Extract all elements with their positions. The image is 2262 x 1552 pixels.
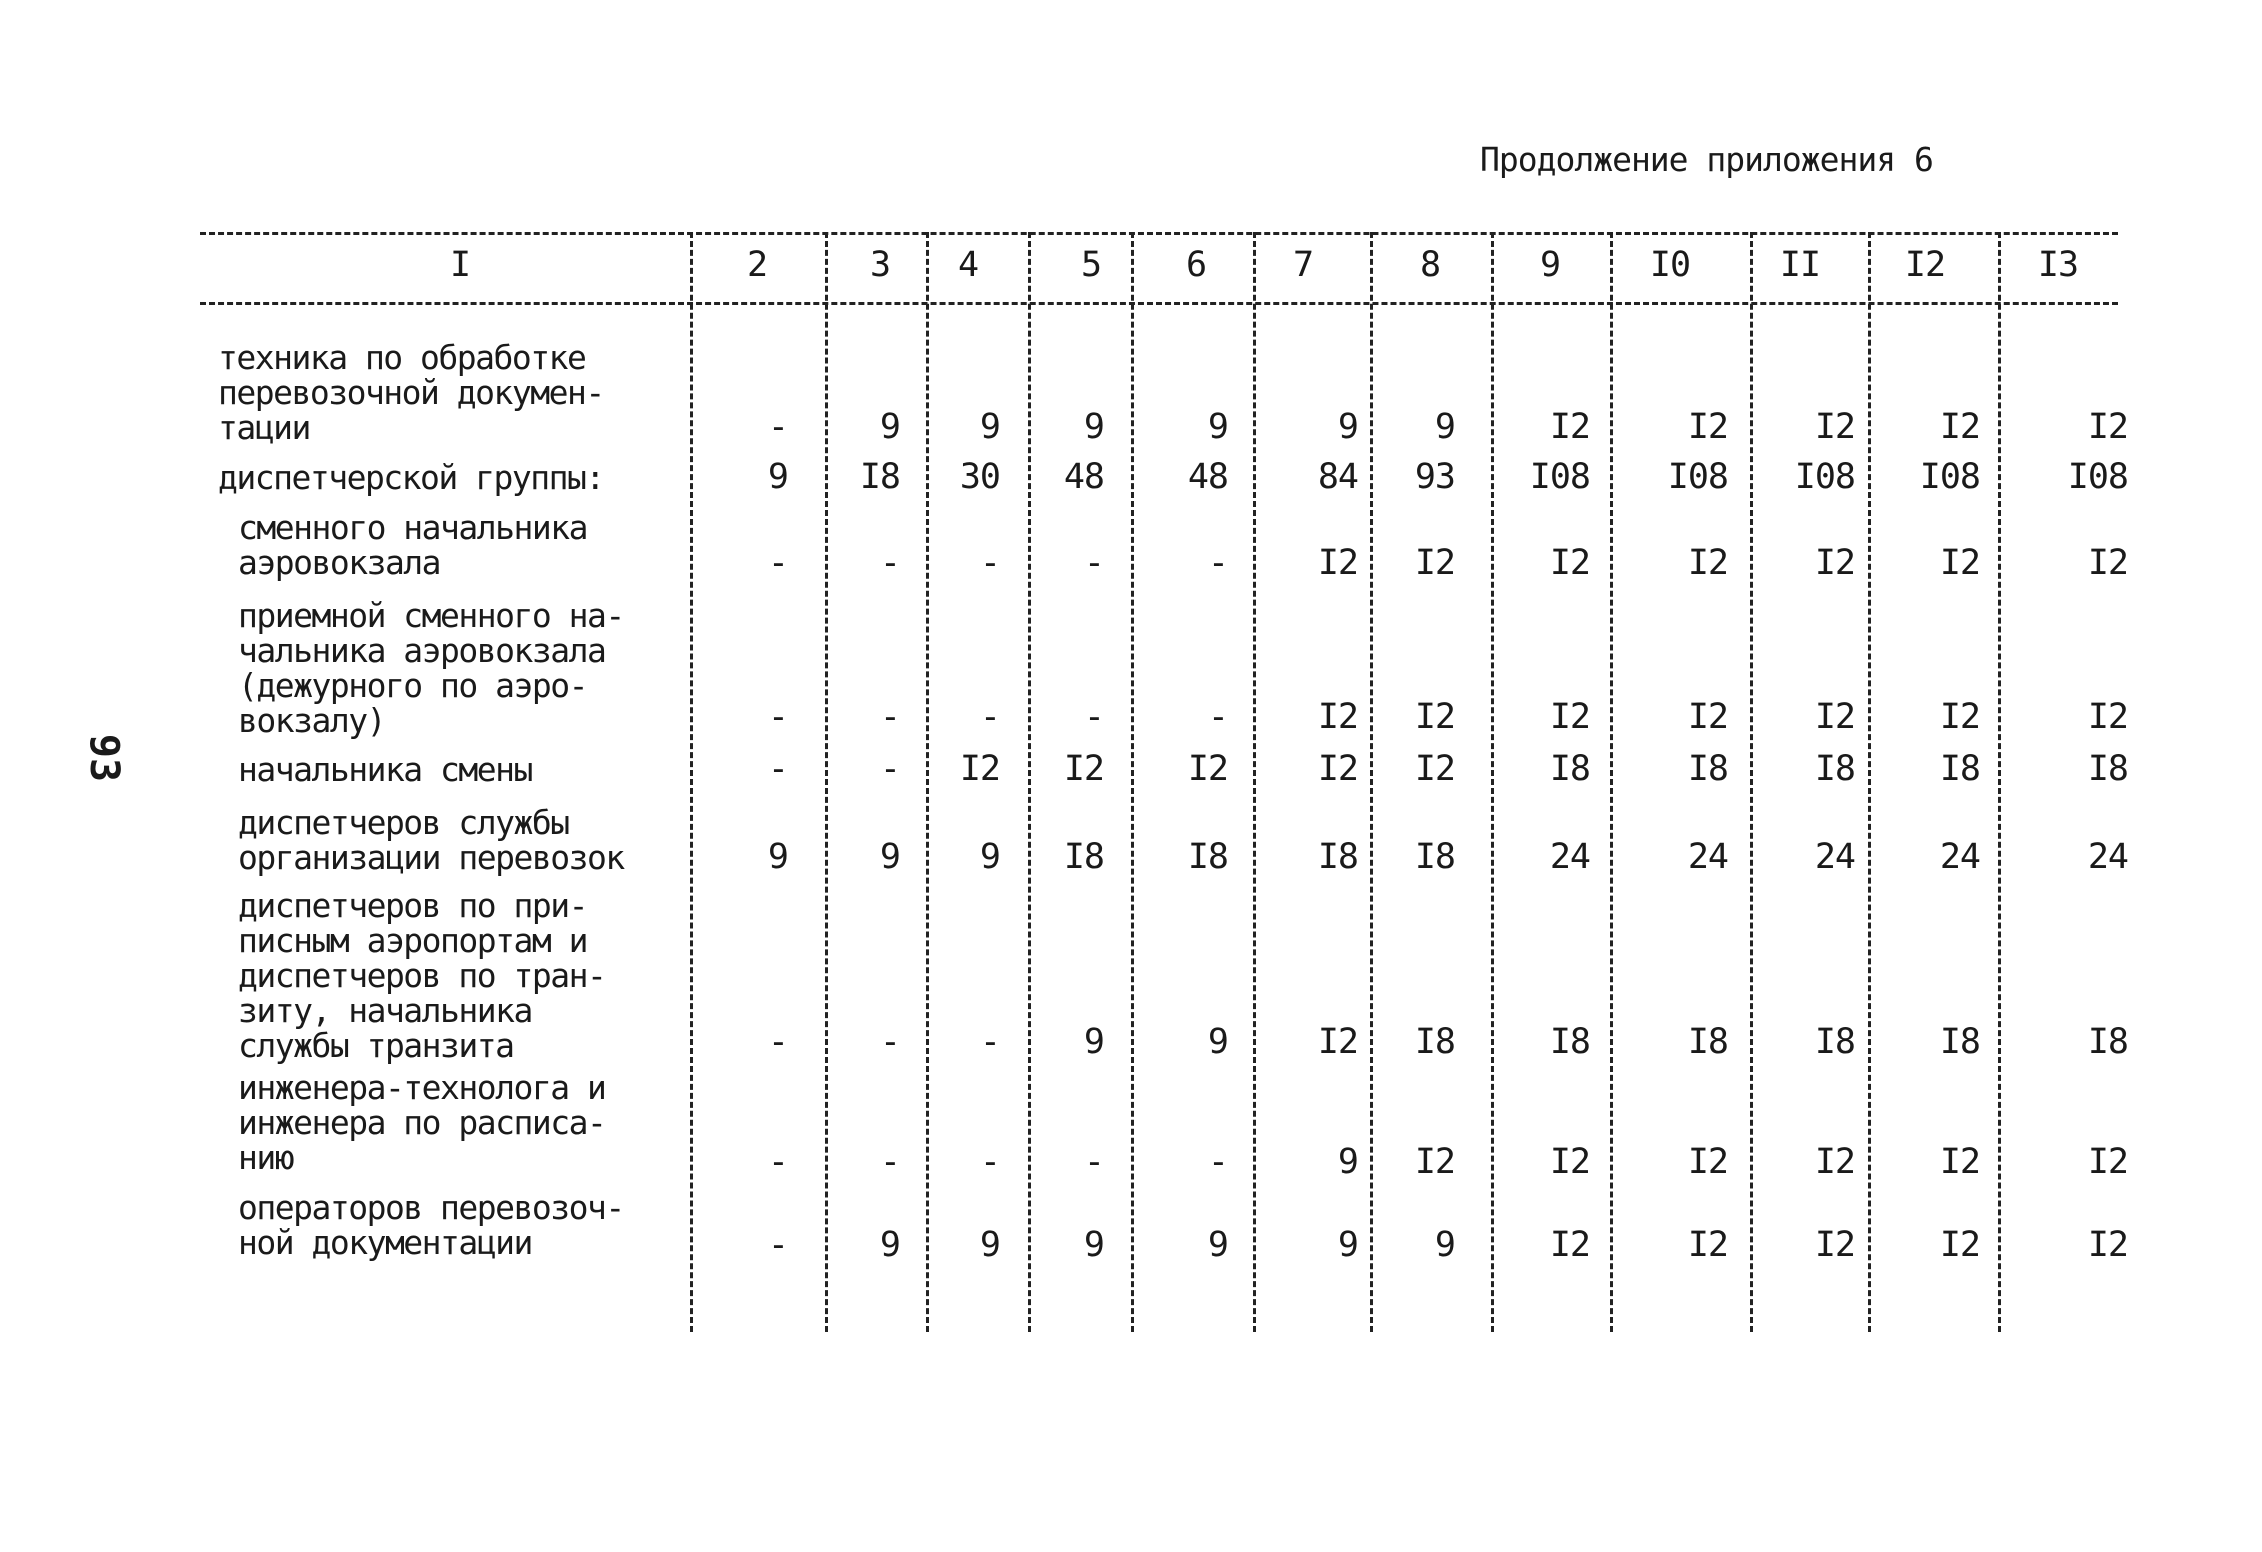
column-header: 7 xyxy=(1292,245,1314,285)
table-cell: 9 xyxy=(1337,1225,1358,1265)
table-cell: I2 xyxy=(1414,543,1455,583)
table-cell: I2 xyxy=(1687,697,1728,737)
table-cell: 9 xyxy=(767,457,788,497)
table-cell: I2 xyxy=(1414,697,1455,737)
table-cell: I2 xyxy=(2087,543,2128,583)
row-label: приемной сменного на- чальника аэровокзала (дежурного по аэро- вокзалу) xyxy=(238,596,624,740)
table-cell: - xyxy=(879,543,900,583)
table-cell: 84 xyxy=(1317,457,1358,497)
table-cell: - xyxy=(1207,543,1228,583)
column-header: II xyxy=(1779,245,1821,285)
table-cell: 9 xyxy=(979,837,1000,877)
column-header: 4 xyxy=(957,245,979,285)
table-cell: - xyxy=(1083,697,1104,737)
table-cell: I2 xyxy=(1549,697,1590,737)
table-cell: I2 xyxy=(2087,697,2128,737)
column-rule xyxy=(1131,232,1134,1332)
row-label: диспетчеров по при- писным аэропортам и диспетчеров по тран- зиту, начальника службы транзита xyxy=(238,886,606,1065)
table-cell: 9 xyxy=(1083,407,1104,447)
table-cell: I2 xyxy=(1687,543,1728,583)
table-cell: I8 xyxy=(2087,749,2128,789)
table-cell: I8 xyxy=(1687,1022,1728,1062)
row-label: диспетчеров службы организации перевозок xyxy=(238,803,624,877)
row-label: инженера-технолога и инженера по расписа- нию xyxy=(238,1068,606,1177)
table-cell: 9 xyxy=(1337,1142,1358,1182)
table-cell: I8 xyxy=(1317,837,1358,877)
table-cell: I8 xyxy=(1414,1022,1455,1062)
table-cell: I2 xyxy=(1939,407,1980,447)
table-cell: - xyxy=(879,1142,900,1182)
table-cell: - xyxy=(767,1022,788,1062)
table-cell: 48 xyxy=(1187,457,1228,497)
table-cell: I2 xyxy=(1549,1142,1590,1182)
table-cell: I2 xyxy=(2087,407,2128,447)
table-cell: - xyxy=(979,543,1000,583)
row-label: операторов перевозоч- ной документации xyxy=(238,1188,624,1262)
table-cell: I8 xyxy=(1814,749,1855,789)
table-cell: I08 xyxy=(1919,457,1980,497)
row-label: техника по обработке перевозочной докумен- тации xyxy=(218,338,604,447)
table-cell: I8 xyxy=(1687,749,1728,789)
table-cell: 9 xyxy=(1207,1022,1228,1062)
table-cell: I08 xyxy=(1667,457,1728,497)
column-rule xyxy=(1750,232,1753,1332)
row-label: начальника смены xyxy=(238,750,532,789)
table-cell: I8 xyxy=(1549,1022,1590,1062)
table-cell: - xyxy=(767,1142,788,1182)
table-cell: - xyxy=(767,749,788,789)
table-cell: - xyxy=(879,697,900,737)
table-cell: 24 xyxy=(1687,837,1728,877)
table-cell: I2 xyxy=(1939,543,1980,583)
column-rule xyxy=(1868,232,1871,1332)
table-cell: 48 xyxy=(1063,457,1104,497)
table-cell: I2 xyxy=(1939,1142,1980,1182)
column-rule xyxy=(1610,232,1613,1332)
table-cell: 9 xyxy=(767,837,788,877)
table-cell: I08 xyxy=(1794,457,1855,497)
table-cell: I8 xyxy=(1063,837,1104,877)
table-cell: 24 xyxy=(1939,837,1980,877)
table-cell: I2 xyxy=(1814,543,1855,583)
table-cell: - xyxy=(767,543,788,583)
table-cell: - xyxy=(1083,1142,1104,1182)
table-cell: I2 xyxy=(1317,697,1358,737)
table-cell: - xyxy=(979,1022,1000,1062)
table-cell: - xyxy=(767,697,788,737)
table-cell: 24 xyxy=(1814,837,1855,877)
row-label: сменного начальника аэровокзала xyxy=(238,508,587,582)
table-cell: - xyxy=(767,407,788,447)
table-cell: 9 xyxy=(879,1225,900,1265)
table-cell: I2 xyxy=(1814,407,1855,447)
table-cell: I2 xyxy=(1187,749,1228,789)
table-cell: 24 xyxy=(1549,837,1590,877)
table-cell: I2 xyxy=(1414,1142,1455,1182)
column-header: I2 xyxy=(1904,245,1946,285)
column-header: 5 xyxy=(1080,245,1102,285)
table-cell: 9 xyxy=(1207,407,1228,447)
table-cell: 9 xyxy=(979,1225,1000,1265)
table-cell: I2 xyxy=(1549,1225,1590,1265)
column-rule xyxy=(1998,232,2001,1332)
column-rule xyxy=(1491,232,1494,1332)
table-cell: I2 xyxy=(1939,1225,1980,1265)
table-cell: I2 xyxy=(1317,1022,1358,1062)
page-number: 93 xyxy=(81,733,128,783)
column-header: I xyxy=(449,245,471,285)
table-cell: I2 xyxy=(1317,749,1358,789)
table-top-rule xyxy=(200,232,2118,235)
table-cell: - xyxy=(879,749,900,789)
table-cell: I2 xyxy=(1414,749,1455,789)
table-cell: 9 xyxy=(1434,407,1455,447)
table-cell: 9 xyxy=(879,407,900,447)
column-header: I3 xyxy=(2037,245,2079,285)
table-cell: I08 xyxy=(2067,457,2128,497)
page-heading: Продолжение приложения 6 xyxy=(1480,140,1933,179)
table-cell: 9 xyxy=(979,407,1000,447)
table-cell: I2 xyxy=(1317,543,1358,583)
table-cell: 9 xyxy=(1083,1022,1104,1062)
table-cell: 93 xyxy=(1414,457,1455,497)
table-cell: I2 xyxy=(1814,1142,1855,1182)
table-cell: I2 xyxy=(2087,1225,2128,1265)
table-cell: I8 xyxy=(1549,749,1590,789)
table-cell: I2 xyxy=(1549,407,1590,447)
table-cell: 30 xyxy=(959,457,1000,497)
table-cell: 24 xyxy=(2087,837,2128,877)
table-cell: I2 xyxy=(1063,749,1104,789)
table-cell: - xyxy=(979,1142,1000,1182)
table-cell: I8 xyxy=(1939,749,1980,789)
table-cell: I2 xyxy=(1687,407,1728,447)
table-cell: I2 xyxy=(1939,697,1980,737)
table-cell: 9 xyxy=(1083,1225,1104,1265)
table-cell: I2 xyxy=(1814,1225,1855,1265)
table-cell: I8 xyxy=(1939,1022,1980,1062)
table-cell: 9 xyxy=(1434,1225,1455,1265)
table-cell: - xyxy=(1207,697,1228,737)
table-cell: I2 xyxy=(1814,697,1855,737)
column-header: 6 xyxy=(1185,245,1207,285)
table-cell: I2 xyxy=(1549,543,1590,583)
table-cell: 9 xyxy=(1207,1225,1228,1265)
table-cell: - xyxy=(1207,1142,1228,1182)
table-cell: I8 xyxy=(1814,1022,1855,1062)
column-header: 9 xyxy=(1539,245,1561,285)
table-cell: I8 xyxy=(1414,837,1455,877)
column-header: I0 xyxy=(1649,245,1691,285)
table-cell: - xyxy=(879,1022,900,1062)
table-cell: - xyxy=(979,697,1000,737)
table-cell: I8 xyxy=(2087,1022,2128,1062)
table-cell: - xyxy=(1083,543,1104,583)
table-cell: I8 xyxy=(1187,837,1228,877)
column-header: 3 xyxy=(869,245,891,285)
column-header: 2 xyxy=(746,245,768,285)
table-cell: I2 xyxy=(1687,1225,1728,1265)
column-rule xyxy=(690,232,693,1332)
table-cell: I2 xyxy=(959,749,1000,789)
table-cell: I08 xyxy=(1529,457,1590,497)
table-cell: 9 xyxy=(1337,407,1358,447)
table-cell: - xyxy=(767,1225,788,1265)
table-cell: I8 xyxy=(859,457,900,497)
table-cell: 9 xyxy=(879,837,900,877)
column-rule xyxy=(1253,232,1256,1332)
column-header: 8 xyxy=(1419,245,1441,285)
row-label: диспетчерской группы: xyxy=(218,458,604,497)
table-cell: I2 xyxy=(1687,1142,1728,1182)
table-cell: I2 xyxy=(2087,1142,2128,1182)
table-header-rule xyxy=(200,302,2118,305)
